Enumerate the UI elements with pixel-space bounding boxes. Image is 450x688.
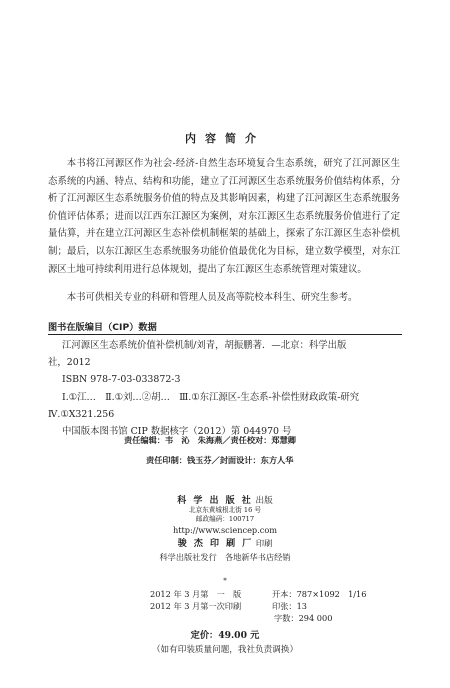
edition-date: 2012 年 3 月第 一 版 <box>150 589 242 599</box>
audience-paragraph: 本书可供相关专业的科研和管理人员及高等院校本科生、研究生参考。 <box>66 292 358 303</box>
print-date: 2012 年 3 月第一次印刷 <box>150 601 242 611</box>
cip-line-title: 江河源区生态系统价值补偿机制/刘青，胡振鹏著．—北京：科学出版 <box>62 340 347 351</box>
distribution-line: 科学出版社发行 各地新华书店经销 <box>159 552 291 562</box>
cip-line-isbn: ISBN 978-7-03-033872-3 <box>62 374 181 386</box>
price: 定价：49.00 元 <box>190 630 260 641</box>
cip-line-number: 中国版本图书馆 CIP 数据核字（2012）第 044970 号 <box>62 426 292 438</box>
printer-name: 骏 杰 印 刷 厂 <box>177 539 254 549</box>
edition-format: 开本：787×1092 1/16 <box>272 589 367 599</box>
edition-block <box>150 588 367 624</box>
cip-line-subjects: Ⅰ.①江… Ⅱ.①刘…②胡… Ⅲ.①东江源区-生态系-补偿性财政政策-研究 <box>62 391 360 403</box>
quality-note: （如有印装质量问题，我社负责调换） <box>151 645 299 655</box>
word-count: 字数：294 000 <box>274 613 333 623</box>
cip-line-classification: Ⅳ.①X321.256 <box>48 408 115 420</box>
cip-record <box>48 337 402 440</box>
publisher-name: 科 学 出 版 社 <box>177 496 253 506</box>
publisher-postcode: 邮政编码：100717 <box>195 515 255 523</box>
summary-paragraph: 本书将江河源区作为社会-经济-自然生态环境复合生态系统，研究了江河源区生态系统的内涵、特点、结构和功能，建立了江河源区生态系统服务价值结构体系，分析了江河源区生态系统服务价值的特点及其影响因素，构建了江河源区生态系统服务价值评估体系；进而以江西东江源区为案例，对东江源区生态系统服务价值进行了定量估算，并在建立江河源区生态补偿机制框架的基础上，探索了东江源区生态补偿机制；最后，以东江源区生态系统服务功能价值最优化为目标，建立数学模型，对东江源区土地可持续利用进行总体规划，提出了东江源区生态系统管理对策建议。 <box>48 158 400 275</box>
summary-title: 内容简介 <box>185 132 265 145</box>
cip-heading: 图书在版编目（CIP）数据 <box>48 322 157 333</box>
cip-divider <box>48 334 402 335</box>
publisher-website: http://www.sciencep.com <box>172 525 278 535</box>
publish-word: 出版 <box>255 496 273 506</box>
publisher-address: 北京东黄城根北街 16 号 <box>189 506 261 514</box>
print-sheets: 印张：13 <box>272 601 307 611</box>
cip-line-year: 社，2012 <box>48 357 91 369</box>
separator-star: * <box>223 577 227 585</box>
staff-production: 责任印制：钱玉芬／封面设计：东方人华 <box>146 455 294 465</box>
publisher-block <box>0 496 450 564</box>
staff-editors: 责任编辑：韦 沁 朱海燕／责任校对：郑慧卿 <box>124 435 296 445</box>
print-word: 印刷 <box>255 538 273 548</box>
